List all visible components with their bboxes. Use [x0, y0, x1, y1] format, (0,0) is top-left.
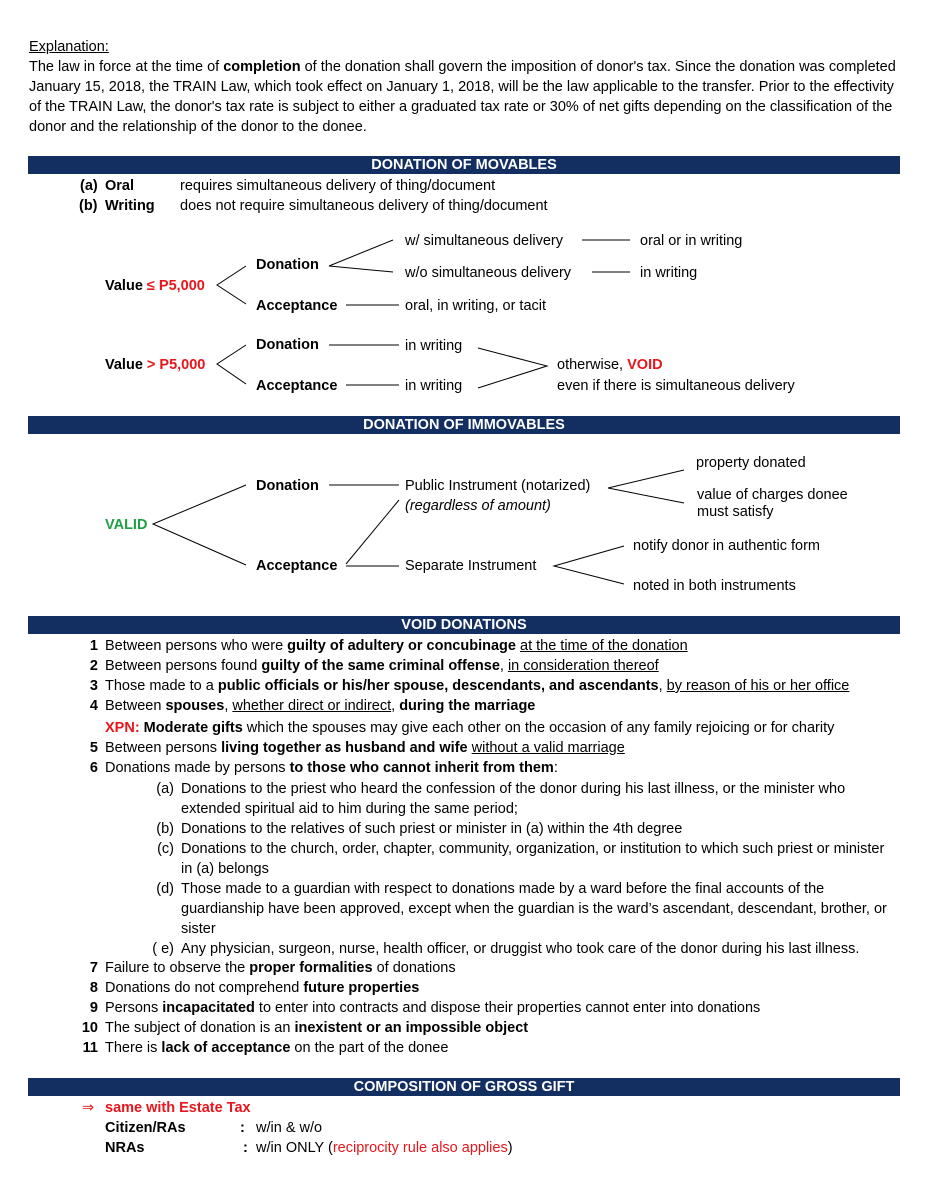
void-item: Persons incapacitated to enter into contracts and dispose their properties cannot enter into donations [105, 1000, 761, 1016]
sub-item-label: ( e) [152, 941, 174, 957]
public-instrument-text: Public Instrument (notarized) [405, 478, 591, 494]
low-acceptance-text: oral, in writing, or tacit [405, 298, 547, 314]
charges-text-line1: value of charges donee [697, 487, 848, 503]
void-section-header: VOID DONATIONS [28, 616, 900, 634]
void-item-number: 10 [81, 1020, 98, 1036]
void-item-number: 11 [82, 1040, 98, 1056]
oral-label: (a) [80, 178, 98, 194]
void-item: The subject of donation is an inexistent or an impossible object [105, 1020, 529, 1036]
low-donation-label: Donation [256, 257, 319, 273]
void-item: Between persons found guilty of the same criminal offense, in consideration thereof [105, 658, 659, 674]
low-value-label: Value ≤ P5,000 [105, 278, 205, 294]
citizen-value: w/in & w/o [256, 1120, 323, 1136]
void-item-number: 6 [89, 760, 98, 776]
arrow-icon: ⇒ [82, 1100, 95, 1116]
void-item: Between persons living together as husband and wife without a valid marriage [105, 740, 625, 756]
explanation-paragraph: The law in force at the time of completion of the donation shall govern the imposition of donor's tax. Since the donation was completed January 15, 2018, the TRAIN Law, which took effect on January 1, 2018, will be the law applicable to the transfer. Prior to the effectivity of the TRAIN Law, the donor's tax rate is subject to either a graduated tax rate or 30% of net gifts depending on the classification of the donor and the relationship of the donor to the donee. [29, 59, 896, 135]
void-item-number: 5 [89, 740, 98, 756]
void-item-number: 3 [89, 678, 98, 694]
without-delivery-text: w/o simultaneous delivery [405, 265, 572, 281]
immovables-donation-label: Donation [256, 478, 319, 494]
void-item: Between persons who were guilty of adultery or concubinage at the time of the donation [105, 638, 688, 654]
nra-colon: : [243, 1140, 248, 1156]
citizen-label: Citizen/RAs [105, 1120, 186, 1136]
citizen-colon: : [240, 1120, 245, 1136]
nra-label: NRAs [105, 1140, 145, 1156]
void-item-number: 2 [89, 658, 98, 674]
void-item-number: 1 [89, 638, 98, 654]
writing-term: Writing [105, 198, 155, 214]
noted-both-text: noted in both instruments [633, 578, 796, 594]
high-donation-text: in writing [405, 338, 463, 354]
sub-item-text: Donations to the relatives of such priest or minister in (a) within the 4th degree [181, 821, 683, 837]
sub-item-text: Donations to the priest who heard the confession of the donor during his last illness, or the minister who extended spiritual aid to him during the same period; [181, 781, 846, 817]
public-instrument-branch-line [608, 470, 684, 503]
property-donated-text: property donated [696, 455, 806, 471]
sub-item-label: (d) [156, 881, 174, 897]
sub-item-label: (b) [156, 821, 174, 837]
explanation-heading: Explanation: [29, 39, 109, 55]
without-delivery-result: in writing [640, 265, 698, 281]
donation-branch-line [329, 240, 393, 272]
immovables-acceptance-label: Acceptance [256, 558, 338, 574]
void-item: Those made to a public officials or his/her spouse, descendants, and ascendants, by reason of his or her office [105, 678, 850, 694]
void-item-number: 7 [89, 960, 98, 976]
valid-label: VALID [105, 517, 148, 533]
low-value-branch-line [217, 266, 246, 304]
writing-label: (b) [79, 198, 98, 214]
xpn-line: XPN: Moderate gifts which the spouses may give each other on the occasion of any family rejoicing or for charity [105, 720, 835, 736]
void-item: Between spouses, whether direct or indirect, during the marriage [105, 698, 536, 714]
writing-description: does not require simultaneous delivery of thing/document [180, 198, 548, 214]
oral-term: Oral [105, 178, 135, 194]
with-delivery-result: oral or in writing [640, 233, 743, 249]
void-item: Donations do not comprehend future properties [105, 980, 420, 996]
void-item-number: 8 [89, 980, 98, 996]
oral-description: requires simultaneous delivery of thing/document [180, 178, 496, 194]
valid-branch-line [153, 485, 246, 565]
notify-donor-text: notify donor in authentic form [633, 538, 820, 554]
high-acceptance-label: Acceptance [256, 378, 338, 394]
high-donation-label: Donation [256, 337, 319, 353]
void-converge-line [478, 348, 547, 388]
with-delivery-text: w/ simultaneous delivery [405, 233, 563, 249]
sub-item-label: (c) [157, 841, 174, 857]
separate-instrument-branch-line [554, 546, 624, 584]
sub-item-text: Any physician, surgeon, nurse, health officer, or druggist who took care of the donor during his last illness. [181, 941, 860, 957]
separate-instrument-text: Separate Instrument [405, 558, 537, 574]
void-item-number: 9 [89, 1000, 98, 1016]
regardless-text: (regardless of amount) [405, 498, 551, 514]
void-item: Failure to observe the proper formalities of donations [105, 960, 456, 976]
low-acceptance-label: Acceptance [256, 298, 338, 314]
void-item-number: 4 [89, 698, 98, 714]
charges-text-line2: must satisfy [697, 504, 774, 520]
sub-item-text: Donations to the church, order, chapter, community, organization, or institution to which such priest or minister in (a) belongs [181, 841, 885, 877]
acceptance-cross-line [346, 500, 399, 564]
gross-gift-section-header: COMPOSITION OF GROSS GIFT [28, 1078, 900, 1096]
void-item: Donations made by persons to those who cannot inherit from them: [105, 760, 558, 776]
high-value-label: Value > P5,000 [105, 357, 206, 373]
movables-section-header: DONATION OF MOVABLES [28, 156, 900, 174]
same-with-estate-tax: same with Estate Tax [105, 1100, 251, 1116]
sub-item-label: (a) [156, 781, 174, 797]
void-item: There is lack of acceptance on the part of the donee [105, 1040, 449, 1056]
sub-item-text: Those made to a guardian with respect to donations made by a ward before the final accounts of the guardianship have been approved, except when the guardian is the ward’s ascendant, descendant, brother, or sister [181, 881, 887, 937]
otherwise-void-text: otherwise, VOID [557, 357, 663, 373]
nra-value: w/in ONLY (reciprocity rule also applies) [256, 1140, 513, 1156]
immovables-section-header: DONATION OF IMMOVABLES [28, 416, 900, 434]
high-acceptance-text: in writing [405, 378, 463, 394]
high-value-branch-line [217, 345, 246, 384]
even-if-text: even if there is simultaneous delivery [557, 378, 795, 394]
